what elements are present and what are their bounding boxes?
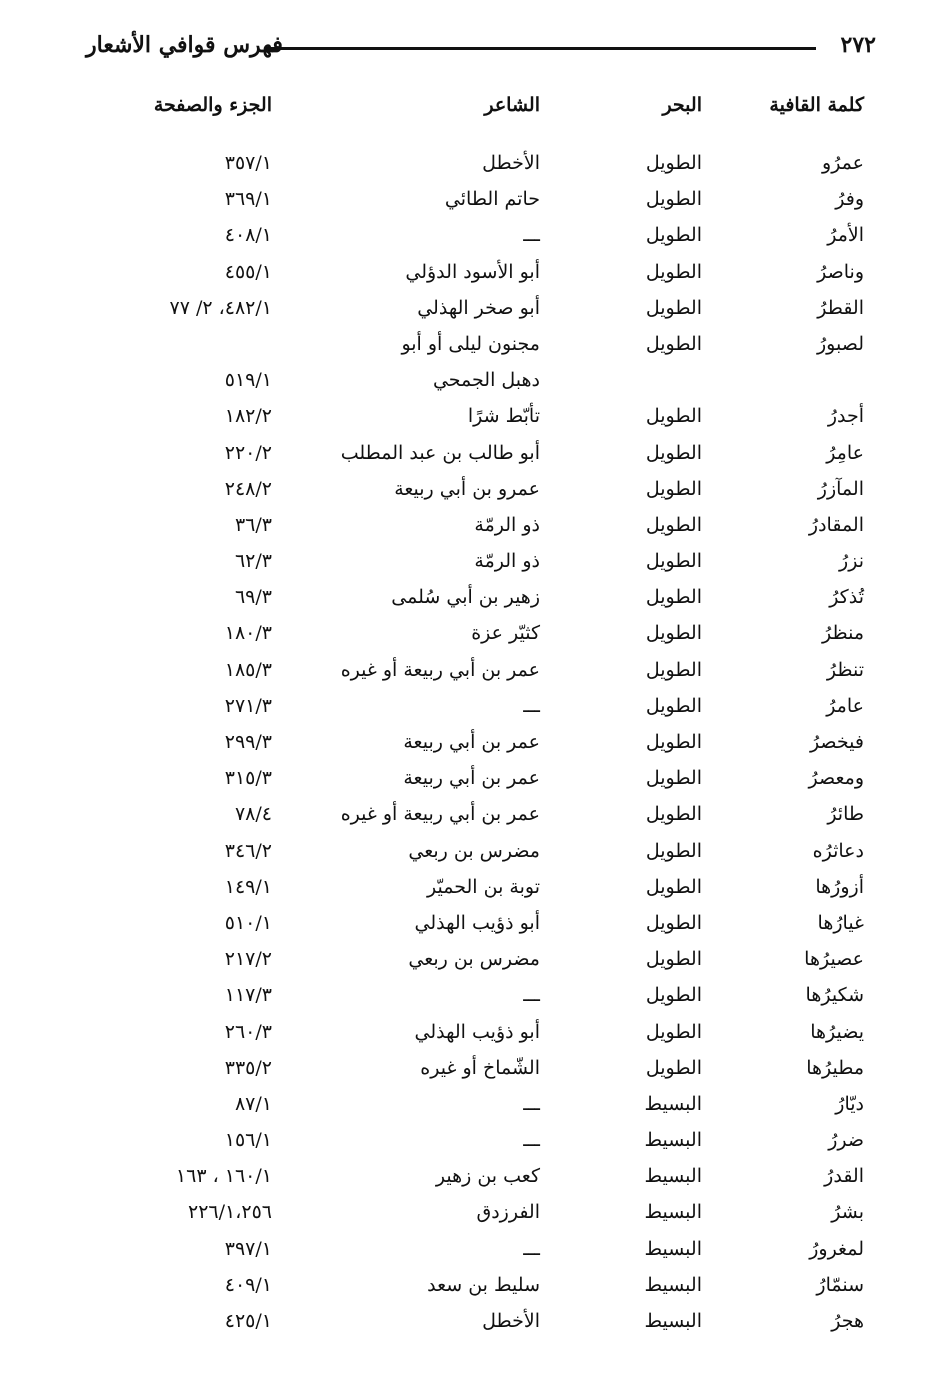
volume-page-ref: ١٨٥/٣	[224, 658, 272, 681]
table-row	[0, 872, 934, 908]
table-row	[0, 329, 934, 365]
meter: الطويل	[645, 984, 702, 1007]
table-row	[0, 1161, 934, 1197]
meter: البسيط	[644, 1237, 702, 1260]
poet-name: الأخطل	[482, 1310, 540, 1332]
meter: البسيط	[644, 1310, 702, 1332]
table-row	[0, 655, 934, 691]
poet-name: سليط بن سعد	[427, 1273, 540, 1296]
rhyme-word: فيخصرُ	[809, 731, 864, 753]
volume-page-ref: ٢٤٨/٢	[224, 477, 272, 500]
meter: الطويل	[645, 550, 702, 573]
volume-page-ref: ٤٢٥/١	[224, 1310, 272, 1332]
volume-page-ref: ٢١٧/٢	[224, 948, 272, 971]
rhyme-word: هجرُ	[831, 1310, 864, 1332]
table-row	[0, 944, 934, 980]
table-row	[0, 293, 934, 329]
rhyme-word: تنظرُ	[826, 658, 864, 681]
poet-name: ـــ	[523, 224, 540, 247]
rhyme-word: أجدرُ	[827, 405, 864, 428]
poet-name: أبو طالب بن عبد المطلب	[340, 441, 540, 464]
volume-page-ref: ٧٨/٤	[234, 803, 272, 826]
table-row	[0, 510, 934, 546]
meter: الطويل	[645, 586, 702, 609]
column-header-poet: الشاعر	[484, 94, 540, 116]
rhyme-word: وناصرُ	[817, 260, 864, 283]
page-number: ٢٧٢	[840, 32, 876, 58]
meter: الطويل	[645, 152, 702, 174]
volume-page-ref: ٢٦٠/٣	[224, 1020, 272, 1043]
volume-page-ref: ٢٢٦/١،٢٥٦	[188, 1201, 272, 1224]
volume-page-ref: ٥١٩/١	[224, 369, 272, 392]
poet-name: زهير بن أبي سُلمى	[391, 586, 540, 609]
meter: الطويل	[645, 803, 702, 826]
meter: الطويل	[645, 260, 702, 283]
volume-page-ref: ٢٢٠/٢	[224, 441, 272, 464]
rhyme-word: المقادرُ	[808, 513, 864, 536]
table-row	[0, 1270, 934, 1306]
meter: الطويل	[645, 839, 702, 862]
poet-name: أبو صخر الهذلي	[417, 296, 540, 319]
meter: الطويل	[645, 658, 702, 681]
table-row	[0, 1053, 934, 1089]
rhyme-word: غيارُها	[817, 911, 864, 934]
table-row	[0, 184, 934, 220]
rhyme-word: ومعصرُ	[808, 767, 864, 790]
meter: الطويل	[645, 513, 702, 536]
rhyme-word: تُذكرُ	[829, 586, 864, 609]
table-row	[0, 908, 934, 944]
poet-name: عمر بن أبي ربيعة	[403, 731, 540, 753]
meter: البسيط	[644, 1201, 702, 1224]
meter: البسيط	[644, 1165, 702, 1188]
meter: الطويل	[645, 296, 702, 319]
rhyme-word: الأمرُ	[827, 224, 864, 247]
poet-name: ـــ	[523, 1237, 540, 1260]
poet-name: ـــ	[523, 984, 540, 1007]
meter: الطويل	[645, 622, 702, 645]
poet-name: الأخطل	[482, 152, 540, 174]
volume-page-ref: ٣٣٥/٢	[224, 1056, 272, 1079]
table-row	[0, 546, 934, 582]
poet-name: مضرس بن ربعي	[408, 839, 540, 862]
meter: البسيط	[644, 1273, 702, 1296]
volume-page-ref: ٢٧١/٣	[224, 694, 272, 717]
meter: الطويل	[645, 224, 702, 247]
meter: الطويل	[645, 694, 702, 717]
meter: الطويل	[645, 1056, 702, 1079]
meter: الطويل	[645, 948, 702, 971]
table-row	[0, 727, 934, 763]
table-row	[0, 474, 934, 510]
volume-page-ref: ٣٥٧/١	[224, 152, 272, 174]
table-row	[0, 1089, 934, 1125]
poet-name: عمرو بن أبي ربيعة	[394, 477, 540, 500]
poet-name: حاتم الطائي	[444, 188, 540, 211]
table-row	[0, 980, 934, 1016]
rhyme-word: لصبورُ	[817, 332, 864, 355]
table-row	[0, 401, 934, 437]
poet-name: مجنون ليلى أو أبو	[401, 332, 540, 355]
rhyme-word: وفرُ	[835, 188, 864, 211]
volume-page-ref: ٥١٠/١	[224, 911, 272, 934]
volume-page-ref: ٤٠٩/١	[224, 1273, 272, 1296]
poet-name: أبو الأسود الدؤلي	[405, 260, 540, 283]
poet-name: ـــ	[523, 1129, 540, 1152]
volume-page-ref: ١٨٢/٢	[224, 405, 272, 428]
meter: الطويل	[645, 731, 702, 753]
table-row	[0, 1197, 934, 1233]
volume-page-ref: ١٨٠/٣	[224, 622, 272, 645]
volume-page-ref: ٤٥٥/١	[224, 260, 272, 283]
table-row	[0, 257, 934, 293]
meter: البسيط	[644, 1129, 702, 1152]
table-row	[0, 836, 934, 872]
rhyme-word: أزورُها	[815, 875, 864, 898]
rhyme-word: عصيرُها	[804, 948, 864, 971]
volume-page-ref: ٦٢/٣	[234, 550, 272, 573]
rhyme-word: عامِرُ	[826, 441, 864, 464]
table-row	[0, 691, 934, 727]
table-row	[0, 1125, 934, 1161]
rhyme-word: سنمّارُ	[816, 1273, 864, 1296]
poet-name: ذو الرمّة	[474, 513, 540, 536]
poet-name: الفرزدق	[476, 1201, 540, 1224]
page-header	[86, 32, 876, 66]
table-row	[0, 1234, 934, 1270]
header-rule	[266, 47, 816, 50]
poet-name: ـــ	[523, 1092, 540, 1115]
meter: الطويل	[645, 911, 702, 934]
volume-page-ref: ٣٦/٣	[234, 513, 272, 536]
rhyme-word: طائرُ	[827, 803, 864, 826]
rhyme-word: القطرُ	[817, 296, 864, 319]
poet-name: أبو ذؤيب الهذلي	[414, 1020, 540, 1043]
rhyme-word: مطيرُها	[806, 1056, 864, 1079]
poet-name: كثيّر عزة	[471, 622, 540, 645]
column-header-word: كلمة القافية	[769, 94, 864, 116]
index-table	[0, 148, 934, 1342]
volume-page-ref: ٤٨٢/١، ٢/ ٧٧	[169, 296, 272, 319]
meter: الطويل	[645, 332, 702, 355]
table-row	[0, 220, 934, 256]
meter: الطويل	[645, 188, 702, 211]
table-row	[0, 1306, 934, 1342]
table-row	[0, 438, 934, 474]
meter: الطويل	[645, 441, 702, 464]
table-row	[0, 618, 934, 654]
table-row	[0, 582, 934, 618]
meter: الطويل	[645, 767, 702, 790]
poet-name: ذو الرمّة	[474, 550, 540, 573]
meter: الطويل	[645, 477, 702, 500]
rhyme-word: بشرُ	[831, 1201, 864, 1224]
table-row	[0, 365, 934, 401]
volume-page-ref: ١٥٦/١	[224, 1129, 272, 1152]
poet-name: تأبّط شرًا	[467, 405, 540, 428]
rhyme-word: دعاثرُه	[812, 839, 864, 862]
volume-page-ref: ٣١٥/٣	[224, 767, 272, 790]
meter: الطويل	[645, 875, 702, 898]
volume-page-ref: ٣٤٦/٢	[224, 839, 272, 862]
volume-page-ref: ٣٦٩/١	[224, 188, 272, 211]
column-header-bahr: البحر	[662, 94, 702, 116]
rhyme-word: يضيرُها	[810, 1020, 864, 1043]
poet-name: عمر بن أبي ربيعة	[403, 767, 540, 790]
poet-name: دهبل الجمحي	[432, 369, 540, 392]
page-title: فهرس قوافي الأشعار	[86, 32, 283, 58]
poet-name: توبة بن الحميّر	[427, 875, 540, 898]
volume-page-ref: ١٦٠/١ ، ١٦٣	[175, 1165, 272, 1188]
volume-page-ref: ٣٩٧/١	[224, 1237, 272, 1260]
volume-page-ref: ١١٧/٣	[224, 984, 272, 1007]
volume-page-ref: ٨٧/١	[234, 1092, 272, 1115]
poet-name: أبو ذؤيب الهذلي	[414, 911, 540, 934]
meter: الطويل	[645, 405, 702, 428]
poet-name: عمر بن أبي ربيعة أو غيره	[340, 658, 540, 681]
poet-name: مضرس بن ربعي	[408, 948, 540, 971]
rhyme-word: منظرُ	[822, 622, 864, 645]
rhyme-word: شكيرُها	[805, 984, 864, 1007]
table-row	[0, 763, 934, 799]
table-row	[0, 799, 934, 835]
column-header-ref: الجزء والصفحة	[153, 94, 272, 116]
volume-page-ref: ٦٩/٣	[234, 586, 272, 609]
volume-page-ref: ٤٠٨/١	[224, 224, 272, 247]
poet-name: كعب بن زهير	[435, 1165, 540, 1188]
rhyme-word: لمغرورُ	[809, 1237, 864, 1260]
rhyme-word: ديّارُ	[835, 1092, 864, 1115]
rhyme-word: ضررُ	[828, 1129, 864, 1152]
meter: الطويل	[645, 1020, 702, 1043]
poet-name: ـــ	[523, 694, 540, 717]
rhyme-word: عمرُو	[822, 152, 864, 174]
rhyme-word: نزرُ	[839, 550, 864, 573]
poet-name: عمر بن أبي ربيعة أو غيره	[340, 803, 540, 826]
rhyme-word: المآزرُ	[817, 477, 864, 500]
meter: البسيط	[644, 1092, 702, 1115]
rhyme-word: القدرُ	[824, 1165, 864, 1188]
poet-name: الشّماخ أو غيره	[420, 1056, 540, 1079]
table-row	[0, 148, 934, 184]
table-row	[0, 1017, 934, 1053]
volume-page-ref: ١٤٩/١	[224, 875, 272, 898]
rhyme-word: عامرُ	[826, 694, 864, 717]
volume-page-ref: ٢٩٩/٣	[224, 731, 272, 753]
